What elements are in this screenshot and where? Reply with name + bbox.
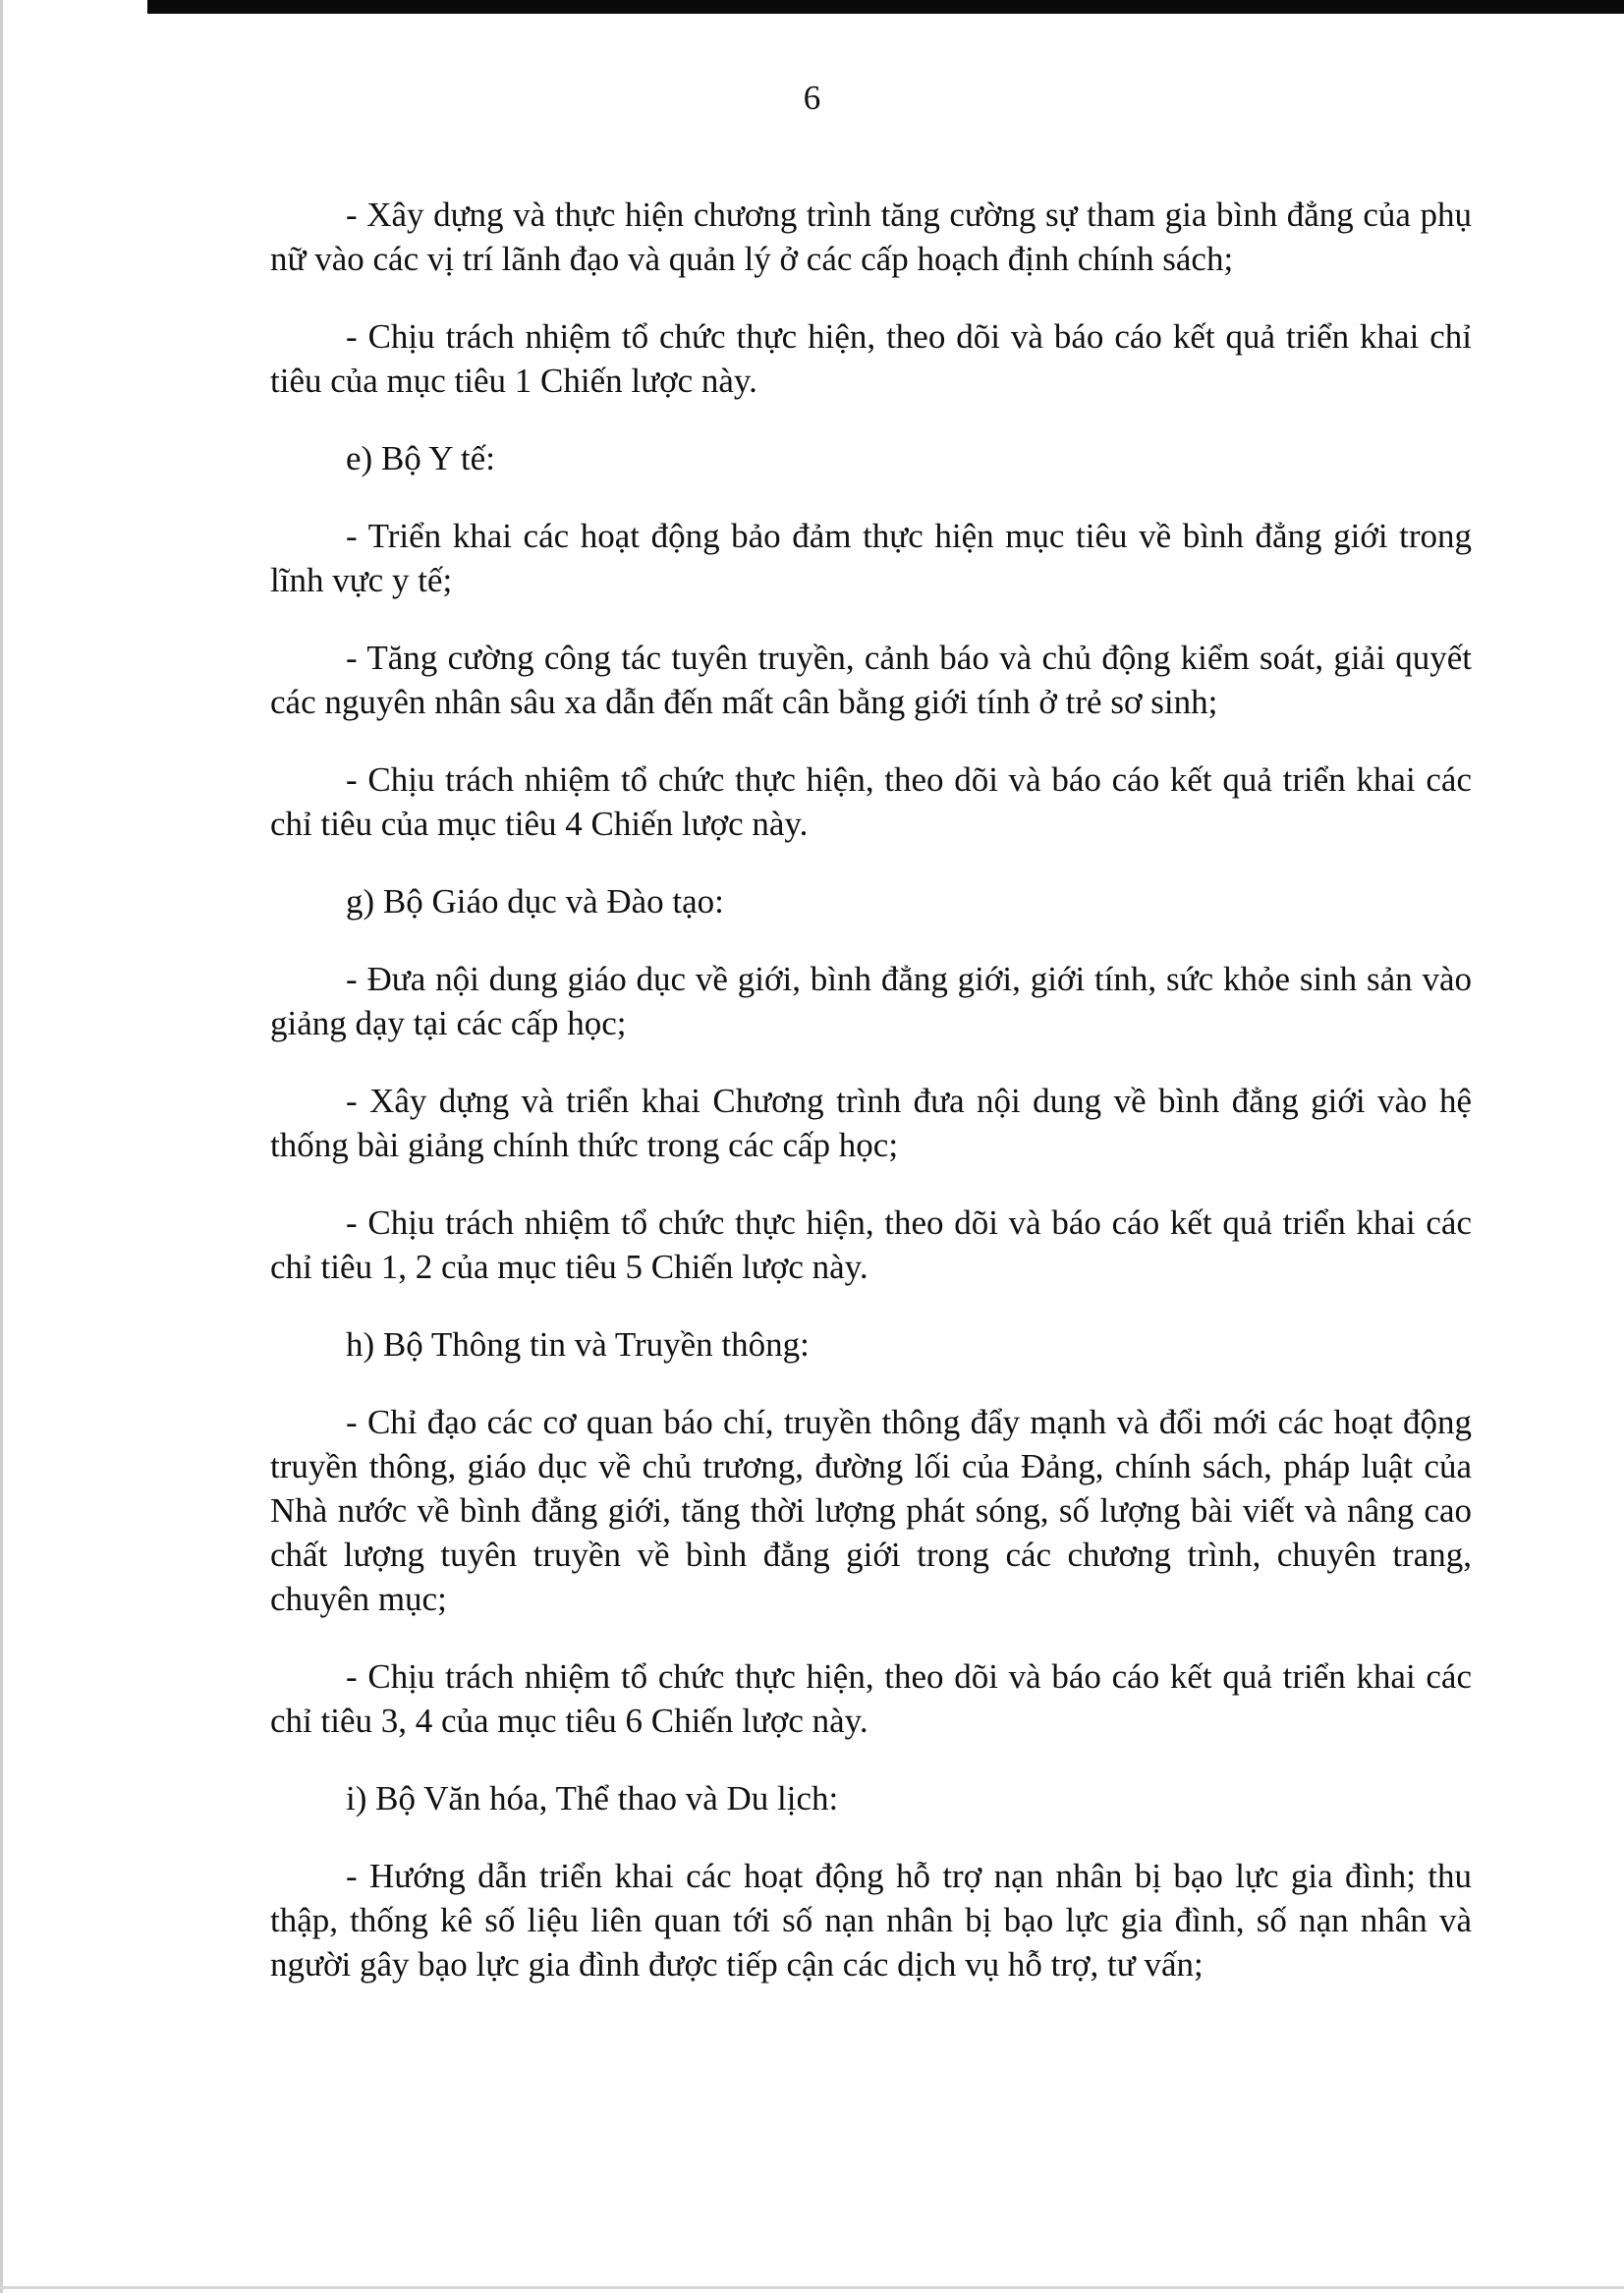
paragraph-domestic-violence-support: - Hướng dẫn triển khai các hoạt động hỗ trợ nạn nhân bị bạo lực gia đình; thu thập, thống kê số liệu liên quan tới số nạn nhân bị bạo lực gia đình, số nạn nhân và người gây bạo lực gia đình được tiếp cận các dịch vụ hỗ trợ, tư vấn; bbox=[270, 1857, 1472, 1984]
paragraph-sex-ratio-at-birth: - Tăng cường công tác tuyên truyền, cảnh báo và chủ động kiểm soát, giải quyết các nguyên nhân sâu xa dẫn đến mất cân bằng giới tính ở trẻ sơ sinh; bbox=[270, 639, 1472, 721]
paragraph-health-activities: - Triển khai các hoạt động bảo đảm thực hiện mục tiêu về bình đẳng giới trong lĩnh vực y tế; bbox=[270, 517, 1472, 599]
paragraph-responsibility-goal-1: - Chịu trách nhiệm tổ chức thực hiện, theo dõi và báo cáo kết quả triển khai chỉ tiêu của mục tiêu 1 Chiến lược này. bbox=[270, 317, 1472, 400]
section-heading-ministry-of-education: g) Bộ Giáo dục và Đào tạo: bbox=[346, 882, 724, 921]
section-heading-ministry-of-information: h) Bộ Thông tin và Truyền thông: bbox=[346, 1325, 810, 1364]
paragraph-responsibility-goal-5: - Chịu trách nhiệm tổ chức thực hiện, theo dõi và báo cáo kết quả triển khai các chỉ tiêu 1, 2 của mục tiêu 5 Chiến lược này. bbox=[270, 1203, 1472, 1286]
scan-bottom-edge bbox=[0, 2286, 1624, 2289]
section-heading-ministry-of-health: e) Bộ Y tế: bbox=[346, 439, 495, 477]
section-heading-ministry-of-culture: i) Bộ Văn hóa, Thể thao và Du lịch: bbox=[346, 1779, 839, 1818]
page-number: 6 bbox=[803, 79, 821, 117]
paragraph-responsibility-goal-4: - Chịu trách nhiệm tổ chức thực hiện, theo dõi và báo cáo kết quả triển khai các chỉ tiêu của mục tiêu 4 Chiến lược này. bbox=[270, 760, 1472, 843]
document-body bbox=[270, 193, 1472, 2020]
paragraph-gender-curriculum: - Xây dựng và triển khai Chương trình đưa nội dung về bình đẳng giới vào hệ thống bài giảng chính thức trong các cấp học; bbox=[270, 1082, 1472, 1164]
paragraph-women-leadership: - Xây dựng và thực hiện chương trình tăng cường sự tham gia bình đẳng của phụ nữ vào các vị trí lãnh đạo và quản lý ở các cấp hoạch định chính sách; bbox=[270, 196, 1472, 278]
paragraph-media-direction: - Chỉ đạo các cơ quan báo chí, truyền thông đẩy mạnh và đổi mới các hoạt động truyền thông, giáo dục về chủ trương, đường lối của Đảng, chính sách, pháp luật của Nhà nước về bình đẳng giới, tăng thời lượng phát sóng, số lượng bài viết và nâng cao chất lượng tuyên truyền về bình đẳng giới trong các chương trình, chuyên trang, chuyên mục; bbox=[270, 1403, 1472, 1618]
paragraph-gender-education: - Đưa nội dung giáo dục về giới, bình đẳng giới, giới tính, sức khỏe sinh sản vào giảng dạy tại các cấp học; bbox=[270, 960, 1472, 1042]
paragraph-responsibility-goal-6: - Chịu trách nhiệm tổ chức thực hiện, theo dõi và báo cáo kết quả triển khai các chỉ tiêu 3, 4 của mục tiêu 6 Chiến lược này. bbox=[270, 1657, 1472, 1740]
scan-top-edge bbox=[147, 0, 1624, 14]
scan-left-edge bbox=[0, 0, 3, 2293]
